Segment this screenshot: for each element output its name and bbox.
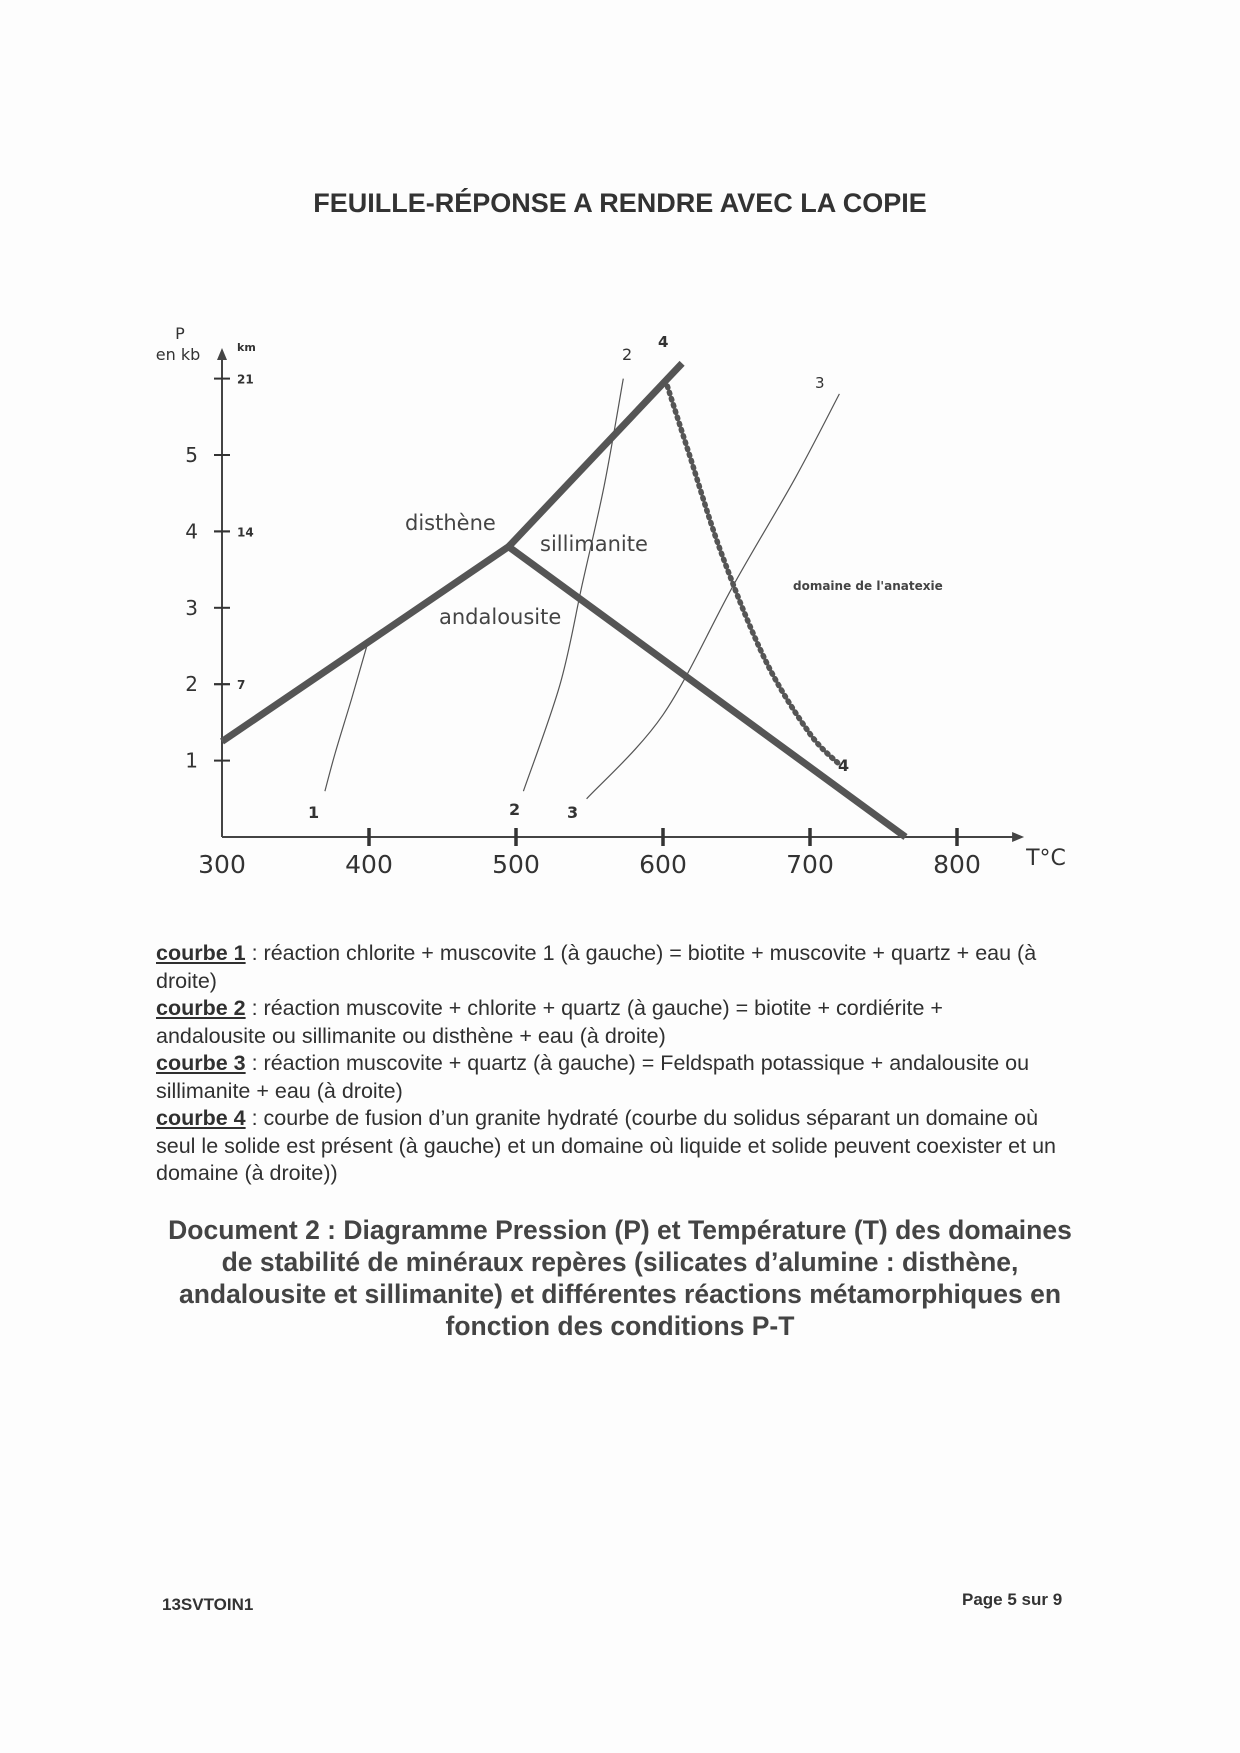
curve-4-top-label: 4: [658, 333, 669, 351]
legend-curve-text: : courbe de fusion d’un granite hydraté (courbe du solidus séparant un domaine où seul le solide est présent (à gauche) et un domaine où liquide et solide peuvent coexister et un domaine (à droite)): [156, 1106, 1056, 1185]
x-axis-arrow-icon: [1012, 832, 1024, 842]
x-tick-label: 400: [345, 850, 393, 879]
legend-item-1: [156, 940, 1056, 995]
phase-boundaries: [222, 363, 906, 837]
curve-2-bottom-label: 2: [509, 800, 521, 819]
legend-curve-tag: courbe 4: [156, 1106, 246, 1130]
y-axis-label: P: [175, 323, 185, 343]
y-tick-label: 1: [185, 748, 198, 773]
depth-tick-label: 7: [237, 678, 246, 693]
curve-3-bottom-label: 3: [567, 803, 579, 822]
x-tick-label: 600: [639, 850, 687, 879]
legend-item-3: [156, 1050, 1056, 1105]
y-tick-label: 5: [185, 443, 198, 467]
legend-curve-text: : réaction muscovite + quartz (à gauche) = Feldspath potassique + andalousite ou sillimanite + eau (à droite): [156, 1051, 1030, 1103]
y-axis-arrow-icon: [217, 348, 227, 360]
y-tick-label: 3: [185, 595, 198, 620]
x-tick-label: 300: [198, 850, 246, 879]
y-axis-depth-label: km: [237, 340, 256, 354]
legend-curve-text: : réaction chlorite + muscovite 1 (à gauche) = biotite + muscovite + quartz + eau (à droite): [156, 941, 1037, 993]
curve-1-label: 1: [308, 803, 320, 822]
axes: [217, 348, 1024, 842]
zone-label-anatexie: domaine de l'anatexie: [793, 579, 943, 593]
curve-4-bottom-label: 4: [838, 756, 850, 775]
diagram-labels: [308, 333, 943, 822]
zone-label-disthene: disthène: [405, 511, 496, 535]
boundary-disthene-sillimanite: [509, 363, 682, 546]
curve-1: [325, 638, 369, 791]
legend-curve-text: : réaction muscovite + chlorite + quartz (à gauche) = biotite + cordiérite + andalousite ou sillimanite ou disthène + eau (à droite): [156, 996, 943, 1048]
footer-code: 13SVTOIN1: [162, 1595, 254, 1614]
document-caption: Document 2 : Diagramme Pression (P) et Température (T) des domaines de stabilité de minéraux repères (silicates d’alumine : disthène, andalousite et sillimanite) et différentes réactions métamorphiques en fonction des conditions P-T: [168, 1215, 1072, 1341]
legend-curve-tag: courbe 3: [156, 1051, 246, 1075]
zone-label-andalousite: andalousite: [439, 605, 562, 629]
x-tick-label: 700: [786, 850, 834, 879]
legend-curve-tag: courbe 2: [156, 996, 246, 1020]
x-tick-label: 500: [492, 850, 540, 879]
depth-tick-label: 14: [237, 525, 254, 540]
x-axis-unit: T°C: [1026, 846, 1066, 871]
y-tick-label: 4: [185, 519, 198, 544]
boundary-disthene-andalousite: [222, 547, 509, 742]
zone-label-sillimanite: sillimanite: [540, 532, 648, 556]
y-tick-label: 2: [185, 672, 198, 697]
curve-3: [587, 394, 840, 799]
tick-labels: [156, 324, 1066, 879]
depth-tick-label: 21: [237, 372, 254, 387]
legend-curve-tag: courbe 1: [156, 941, 246, 965]
y-axis-label-unit: en kb: [155, 344, 201, 364]
legend-item-2: [156, 995, 1056, 1050]
legend: [156, 940, 1056, 1188]
x-tick-label: 800: [933, 850, 981, 879]
page-number: Page 5 sur 9: [962, 1590, 1063, 1609]
page-title: FEUILLE-RÉPONSE A RENDRE AVEC LA COPIE: [313, 188, 927, 218]
curve-2-top-label: 2: [622, 345, 633, 364]
legend-item-4: [156, 1105, 1056, 1188]
curve-3-top-label: 3: [815, 374, 825, 392]
